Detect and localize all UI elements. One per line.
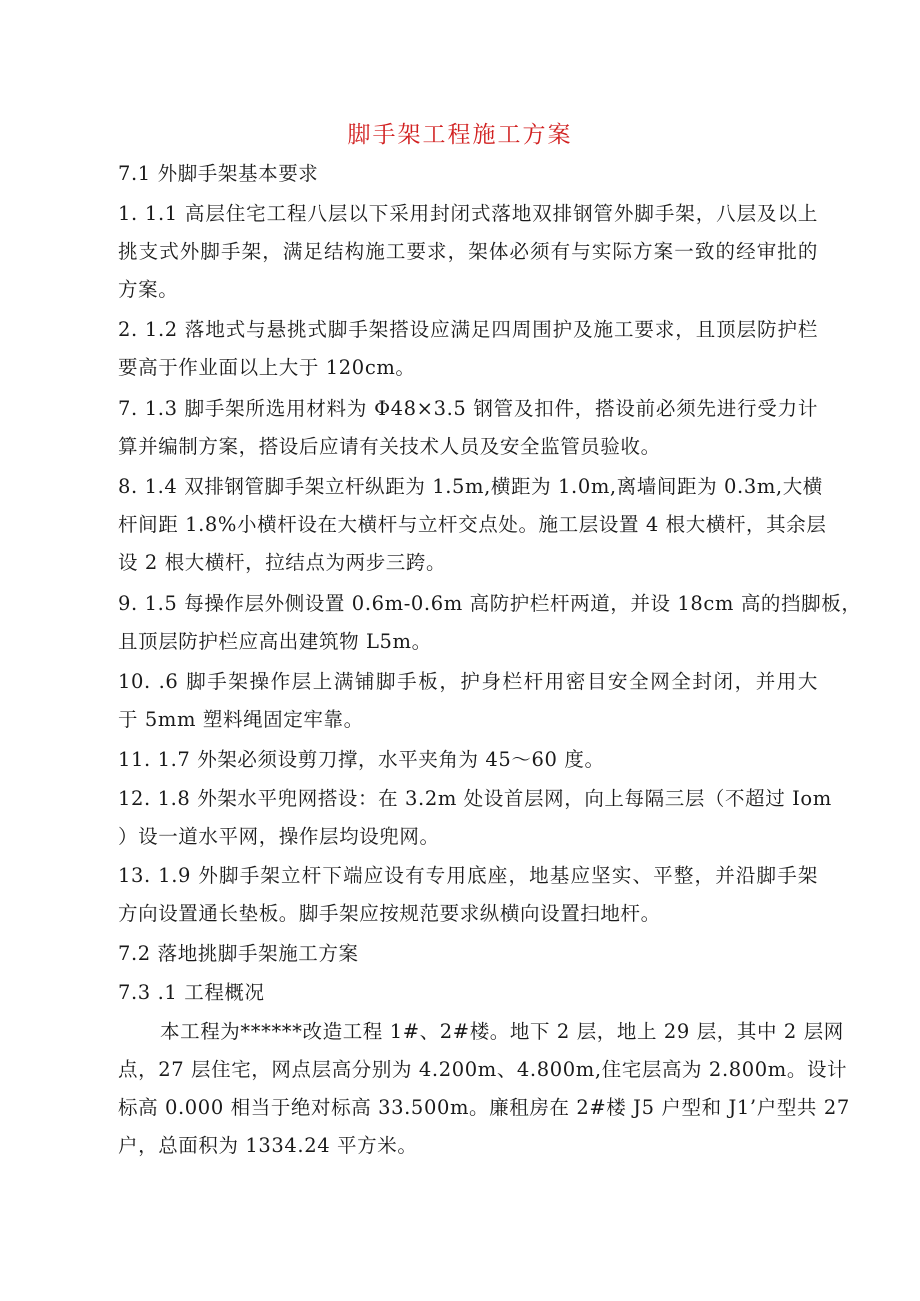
section-heading-7-2 <box>118 935 818 973</box>
paragraph-1 <box>118 195 818 309</box>
paragraph-line: 杆间距 1.8%小横杆设在大横杆与立杆交点处。施工层设置 4 根大横杆，其余层 <box>118 513 827 536</box>
paragraph-line: 挑支式外脚手架，满足结构施工要求，架体必须有与实际方案一致的经审批的 <box>118 240 818 263</box>
paragraph-line: 7.3 .1 工程概况 <box>118 981 265 1004</box>
paragraph-line: 9. 1.5 每操作层外侧设置 0.6m-0.6m 高防护栏杆两道，并设 18cm 高的挡脚板， <box>118 592 862 615</box>
paragraph-line: 11. 1.7 外架必须设剪刀撑，水平夹角为 45～60 度。 <box>118 748 605 771</box>
paragraph-line: 7. 1.3 脚手架所选用材料为 Φ48×3.5 钢管及扣件，搭设前必须先进行受力计 <box>118 397 818 420</box>
paragraph-line: 1. 1.1 高层住宅工程八层以下采用封闭式落地双排钢管外脚手架，八层及以上 <box>118 202 818 225</box>
paragraph-7-1 <box>118 155 818 193</box>
paragraph-line: 本工程为******改造工程 1#、2#楼。地下 2 层，地上 29 层，其中 2 层网 <box>160 1020 844 1043</box>
paragraph-line: 7.1 外脚手架基本要求 <box>118 162 319 185</box>
paragraph-2 <box>118 311 818 387</box>
paragraph-line: 13. 1.9 外脚手架立杆下端应设有专用底座，地基应坚实、平整，并沿脚手架 <box>118 864 818 887</box>
paragraph-line: 7.2 落地挑脚手架施工方案 <box>118 942 359 965</box>
paragraph-9 <box>118 585 862 661</box>
paragraph-line: ）设一道水平网，操作层均设兜网。 <box>118 825 440 848</box>
paragraph-13 <box>118 857 818 933</box>
paragraph-line: 点，27 层住宅，网点层高分别为 4.200m、4.800m,住宅层高为 2.800m。设计 <box>118 1058 848 1081</box>
paragraph-line: 8. 1.4 双排钢管脚手架立杆纵距为 1.5m,横距为 1.0m,离墙间距为 0.3m,大横 <box>118 475 823 498</box>
paragraph-line: 且顶层防护栏应高出建筑物 L5m。 <box>118 630 432 653</box>
paragraph-line: 标高 0.000 相当于绝对标高 33.500m。廉租房在 2#楼 J5 户型和 J1’户型共 27 <box>118 1096 850 1119</box>
project-overview-paragraph <box>118 1013 850 1165</box>
paragraph-line: 户，总面积为 1334.24 平方米。 <box>118 1134 418 1157</box>
paragraph-12 <box>118 780 832 856</box>
section-heading-7-3 <box>118 974 818 1012</box>
paragraph-7 <box>118 390 818 466</box>
paragraph-line: 12. 1.8 外架水平兜网搭设：在 3.2m 处设首层网，向上每隔三层（不超过 Iom <box>118 787 832 810</box>
paragraph-line: 设 2 根大横杆，拉结点为两步三跨。 <box>118 551 447 574</box>
paragraph-line: 2. 1.2 落地式与悬挑式脚手架搭设应满足四周围护及施工要求，且顶层防护栏 <box>118 318 818 341</box>
paragraph-11 <box>118 741 818 779</box>
paragraph-line: 10. .6 脚手架操作层上满铺脚手板，护身栏杆用密目安全网全封闭，并用大 <box>118 670 818 693</box>
paragraph-line: 要高于作业面以上大于 120cm。 <box>118 356 416 379</box>
paragraph-line: 于 5mm 塑料绳固定牢靠。 <box>118 708 364 731</box>
paragraph-line: 方案。 <box>118 278 179 301</box>
paragraph-line: 算并编制方案，搭设后应请有关技术人员及安全监管员验收。 <box>118 435 661 458</box>
paragraph-10 <box>118 663 818 739</box>
document-title: 脚手架工程施工方案 <box>347 122 573 148</box>
paragraph-8 <box>118 468 827 582</box>
paragraph-line: 方向设置通长垫板。脚手架应按规范要求纵横向设置扫地杆。 <box>118 902 661 925</box>
